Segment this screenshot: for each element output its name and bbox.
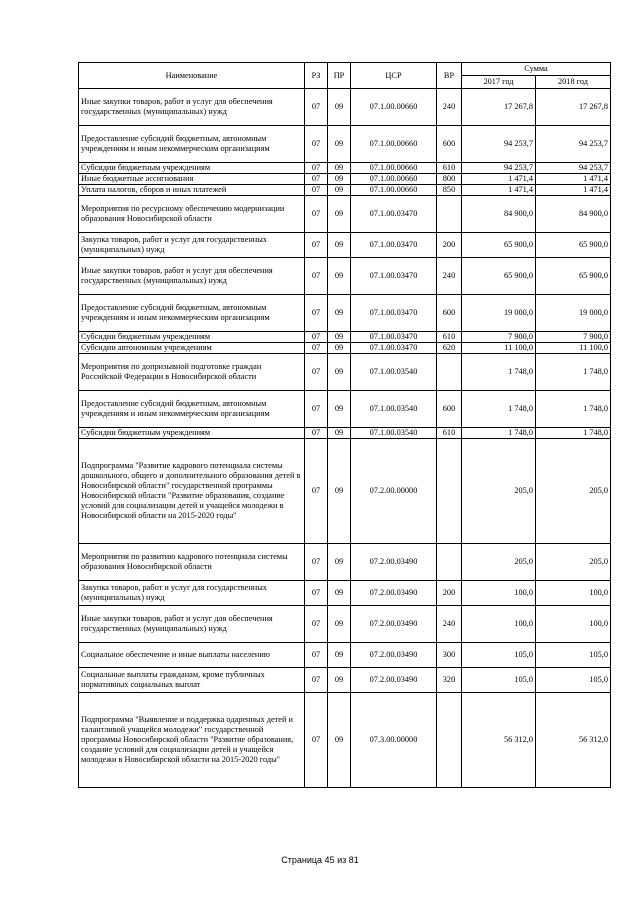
cell-name: Мероприятия по ресурсному обеспечению модернизации образования Новосибирской области bbox=[79, 195, 305, 232]
cell-vr: 610 bbox=[437, 331, 462, 342]
cell-s1: 1 748,0 bbox=[462, 427, 536, 438]
cell-pr: 09 bbox=[328, 427, 351, 438]
cell-vr bbox=[437, 438, 462, 543]
cell-name: Социальное обеспечение и иные выплаты населению bbox=[79, 642, 305, 667]
table-row bbox=[79, 427, 611, 438]
cell-pr: 09 bbox=[328, 605, 351, 642]
cell-csr: 07.1.00.00660 bbox=[351, 89, 437, 126]
cell-vr: 600 bbox=[437, 390, 462, 427]
cell-vr: 600 bbox=[437, 126, 462, 163]
cell-name: Уплата налогов, сборов и иных платежей bbox=[79, 184, 305, 195]
cell-s1: 65 900,0 bbox=[462, 257, 536, 294]
cell-s1: 1 748,0 bbox=[462, 353, 536, 390]
cell-name: Иные бюджетные ассигнования bbox=[79, 173, 305, 184]
table-row bbox=[79, 89, 611, 126]
cell-name: Мероприятия по развитию кадрового потенциала системы образования Новосибирской области bbox=[79, 543, 305, 580]
cell-vr bbox=[437, 195, 462, 232]
cell-s2: 94 253,7 bbox=[536, 163, 611, 174]
cell-rz: 07 bbox=[305, 294, 328, 331]
cell-s2: 1 748,0 bbox=[536, 353, 611, 390]
cell-s1: 105,0 bbox=[462, 667, 536, 692]
cell-rz: 07 bbox=[305, 692, 328, 787]
cell-pr: 09 bbox=[328, 126, 351, 163]
cell-name: Иные закупки товаров, работ и услуг для обеспечения государственных (муниципальных) нужд bbox=[79, 257, 305, 294]
header-year-2018: 2018 год bbox=[536, 76, 611, 89]
cell-csr: 07.1.00.03540 bbox=[351, 427, 437, 438]
table-row bbox=[79, 257, 611, 294]
cell-rz: 07 bbox=[305, 232, 328, 257]
cell-pr: 09 bbox=[328, 163, 351, 174]
cell-s2: 100,0 bbox=[536, 580, 611, 605]
cell-vr: 320 bbox=[437, 667, 462, 692]
cell-name: Закупка товаров, работ и услуг для государственных (муниципальных) нужд bbox=[79, 232, 305, 257]
cell-pr: 09 bbox=[328, 331, 351, 342]
cell-s1: 11 100,0 bbox=[462, 342, 536, 353]
budget-table bbox=[78, 62, 611, 788]
cell-s1: 205,0 bbox=[462, 543, 536, 580]
cell-s1: 94 253,7 bbox=[462, 163, 536, 174]
table-body bbox=[79, 89, 611, 788]
table-row bbox=[79, 184, 611, 195]
cell-s2: 205,0 bbox=[536, 543, 611, 580]
table-row bbox=[79, 667, 611, 692]
cell-name: Иные закупки товаров, работ и услуг для обеспечения государственных (муниципальных) нужд bbox=[79, 605, 305, 642]
cell-csr: 07.1.00.03470 bbox=[351, 331, 437, 342]
cell-name: Иные закупки товаров, работ и услуг для обеспечения государственных (муниципальных) нужд bbox=[79, 89, 305, 126]
cell-csr: 07.2.00.03490 bbox=[351, 580, 437, 605]
cell-csr: 07.1.00.03540 bbox=[351, 353, 437, 390]
table-row bbox=[79, 173, 611, 184]
table-row bbox=[79, 438, 611, 543]
cell-s2: 94 253,7 bbox=[536, 126, 611, 163]
header-pr: ПР bbox=[328, 63, 351, 89]
cell-vr: 240 bbox=[437, 257, 462, 294]
cell-name: Мероприятия по допризывной подготовке граждан Российской Федерации в Новосибирской области bbox=[79, 353, 305, 390]
header-name: Наименование bbox=[79, 63, 305, 89]
cell-pr: 09 bbox=[328, 642, 351, 667]
cell-csr: 07.2.00.03490 bbox=[351, 543, 437, 580]
cell-s1: 1 471,4 bbox=[462, 184, 536, 195]
page-number: Страница 45 из 81 bbox=[281, 855, 359, 865]
cell-csr: 07.2.00.03490 bbox=[351, 605, 437, 642]
cell-csr: 07.1.00.00660 bbox=[351, 184, 437, 195]
table-row bbox=[79, 163, 611, 174]
cell-vr: 610 bbox=[437, 427, 462, 438]
cell-s2: 84 900,0 bbox=[536, 195, 611, 232]
cell-s1: 105,0 bbox=[462, 642, 536, 667]
cell-name: Субсидии бюджетным учреждениям bbox=[79, 427, 305, 438]
table-row bbox=[79, 294, 611, 331]
cell-vr: 200 bbox=[437, 232, 462, 257]
cell-name: Предоставление субсидий бюджетным, автономным учреждениям и иным некоммерческим организациям bbox=[79, 390, 305, 427]
cell-s2: 1 748,0 bbox=[536, 427, 611, 438]
cell-vr bbox=[437, 692, 462, 787]
cell-csr: 07.1.00.03540 bbox=[351, 390, 437, 427]
cell-rz: 07 bbox=[305, 89, 328, 126]
cell-rz: 07 bbox=[305, 195, 328, 232]
cell-csr: 07.2.00.03490 bbox=[351, 642, 437, 667]
header-year-2017: 2017 год bbox=[462, 76, 536, 89]
cell-rz: 07 bbox=[305, 580, 328, 605]
cell-vr bbox=[437, 543, 462, 580]
cell-vr: 200 bbox=[437, 580, 462, 605]
cell-name: Предоставление субсидий бюджетным, автономным учреждениям и иным некоммерческим организациям bbox=[79, 294, 305, 331]
cell-s1: 1 748,0 bbox=[462, 390, 536, 427]
cell-vr: 240 bbox=[437, 605, 462, 642]
cell-csr: 07.1.00.00660 bbox=[351, 173, 437, 184]
cell-s2: 105,0 bbox=[536, 667, 611, 692]
cell-rz: 07 bbox=[305, 438, 328, 543]
table-row bbox=[79, 692, 611, 787]
cell-s2: 65 900,0 bbox=[536, 232, 611, 257]
table-row bbox=[79, 580, 611, 605]
cell-rz: 07 bbox=[305, 331, 328, 342]
cell-s2: 100,0 bbox=[536, 605, 611, 642]
cell-vr: 610 bbox=[437, 163, 462, 174]
table-row bbox=[79, 390, 611, 427]
cell-s1: 100,0 bbox=[462, 580, 536, 605]
cell-rz: 07 bbox=[305, 390, 328, 427]
cell-s2: 65 900,0 bbox=[536, 257, 611, 294]
header-csr: ЦСР bbox=[351, 63, 437, 89]
table-row bbox=[79, 342, 611, 353]
cell-rz: 07 bbox=[305, 543, 328, 580]
cell-s2: 1 748,0 bbox=[536, 390, 611, 427]
cell-pr: 09 bbox=[328, 195, 351, 232]
cell-vr bbox=[437, 353, 462, 390]
cell-csr: 07.1.00.03470 bbox=[351, 195, 437, 232]
cell-rz: 07 bbox=[305, 173, 328, 184]
cell-s2: 1 471,4 bbox=[536, 184, 611, 195]
cell-pr: 09 bbox=[328, 438, 351, 543]
cell-rz: 07 bbox=[305, 605, 328, 642]
cell-vr: 850 bbox=[437, 184, 462, 195]
cell-csr: 07.3.00.00000 bbox=[351, 692, 437, 787]
table-row bbox=[79, 642, 611, 667]
cell-csr: 07.2.00.03490 bbox=[351, 667, 437, 692]
cell-pr: 09 bbox=[328, 173, 351, 184]
cell-s1: 17 267,8 bbox=[462, 89, 536, 126]
cell-s1: 1 471,4 bbox=[462, 173, 536, 184]
cell-s1: 84 900,0 bbox=[462, 195, 536, 232]
cell-csr: 07.1.00.03470 bbox=[351, 257, 437, 294]
cell-pr: 09 bbox=[328, 580, 351, 605]
header-sum: Сумма bbox=[462, 63, 611, 76]
cell-name: Подпрограмма "Развитие кадрового потенциала системы дошкольного, общего и дополнительного образования детей в Новосибирской области" государственной программы Новосибирской области "Развитие образования, создание условий для социализации детей и учащейся молодежи в Новосибирской области на 2015-2020 годы" bbox=[79, 438, 305, 543]
header-rz: РЗ bbox=[305, 63, 328, 89]
cell-s1: 94 253,7 bbox=[462, 126, 536, 163]
cell-pr: 09 bbox=[328, 257, 351, 294]
cell-rz: 07 bbox=[305, 427, 328, 438]
cell-vr: 620 bbox=[437, 342, 462, 353]
cell-s2: 205,0 bbox=[536, 438, 611, 543]
cell-s2: 7 900,0 bbox=[536, 331, 611, 342]
cell-name: Социальные выплаты гражданам, кроме публичных нормативных социальных выплат bbox=[79, 667, 305, 692]
cell-csr: 07.1.00.00660 bbox=[351, 126, 437, 163]
cell-vr: 600 bbox=[437, 294, 462, 331]
cell-s2: 19 000,0 bbox=[536, 294, 611, 331]
cell-name: Подпрограмма "Выявление и поддержка одаренных детей и талантливой учащейся молодежи" государственной программы Новосибирской области "Развитие образования, создание условий для социализации детей и учащейся молодежи в Новосибирской области на 2015-2020 годы" bbox=[79, 692, 305, 787]
cell-pr: 09 bbox=[328, 667, 351, 692]
cell-rz: 07 bbox=[305, 667, 328, 692]
table-row bbox=[79, 232, 611, 257]
cell-name: Субсидии автономным учреждениям bbox=[79, 342, 305, 353]
cell-csr: 07.1.00.03470 bbox=[351, 232, 437, 257]
cell-s1: 19 000,0 bbox=[462, 294, 536, 331]
cell-pr: 09 bbox=[328, 232, 351, 257]
cell-csr: 07.1.00.00660 bbox=[351, 163, 437, 174]
cell-s2: 17 267,8 bbox=[536, 89, 611, 126]
cell-s2: 11 100,0 bbox=[536, 342, 611, 353]
cell-vr: 240 bbox=[437, 89, 462, 126]
cell-s2: 56 312,0 bbox=[536, 692, 611, 787]
cell-pr: 09 bbox=[328, 89, 351, 126]
cell-rz: 07 bbox=[305, 353, 328, 390]
cell-pr: 09 bbox=[328, 390, 351, 427]
cell-rz: 07 bbox=[305, 163, 328, 174]
cell-s2: 1 471,4 bbox=[536, 173, 611, 184]
cell-rz: 07 bbox=[305, 126, 328, 163]
cell-pr: 09 bbox=[328, 692, 351, 787]
cell-s1: 7 900,0 bbox=[462, 331, 536, 342]
cell-pr: 09 bbox=[328, 353, 351, 390]
table-row bbox=[79, 543, 611, 580]
cell-csr: 07.2.00.00000 bbox=[351, 438, 437, 543]
cell-rz: 07 bbox=[305, 642, 328, 667]
table-row bbox=[79, 126, 611, 163]
cell-name: Субсидии бюджетным учреждениям bbox=[79, 331, 305, 342]
cell-name: Субсидии бюджетным учреждениям bbox=[79, 163, 305, 174]
cell-s1: 65 900,0 bbox=[462, 232, 536, 257]
cell-s1: 205,0 bbox=[462, 438, 536, 543]
table-row bbox=[79, 605, 611, 642]
table-row bbox=[79, 353, 611, 390]
cell-s1: 56 312,0 bbox=[462, 692, 536, 787]
table-row bbox=[79, 195, 611, 232]
cell-csr: 07.1.00.03470 bbox=[351, 294, 437, 331]
cell-pr: 09 bbox=[328, 342, 351, 353]
cell-pr: 09 bbox=[328, 184, 351, 195]
cell-rz: 07 bbox=[305, 257, 328, 294]
cell-s2: 105,0 bbox=[536, 642, 611, 667]
cell-rz: 07 bbox=[305, 184, 328, 195]
cell-vr: 800 bbox=[437, 173, 462, 184]
cell-name: Закупка товаров, работ и услуг для государственных (муниципальных) нужд bbox=[79, 580, 305, 605]
header-vr: ВР bbox=[437, 63, 462, 89]
cell-vr: 300 bbox=[437, 642, 462, 667]
cell-csr: 07.1.00.03470 bbox=[351, 342, 437, 353]
table-row bbox=[79, 331, 611, 342]
cell-pr: 09 bbox=[328, 294, 351, 331]
cell-name: Предоставление субсидий бюджетным, автономным учреждениям и иным некоммерческим организациям bbox=[79, 126, 305, 163]
cell-rz: 07 bbox=[305, 342, 328, 353]
cell-s1: 100,0 bbox=[462, 605, 536, 642]
cell-pr: 09 bbox=[328, 543, 351, 580]
